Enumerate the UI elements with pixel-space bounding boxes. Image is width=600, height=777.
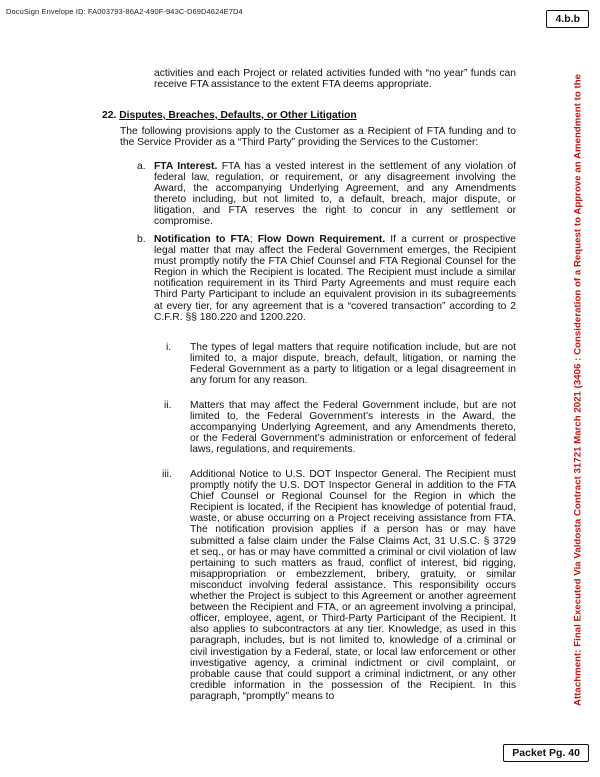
subitem-i-marker: i. xyxy=(166,342,172,353)
item-b-title: Notification to FTA xyxy=(154,234,250,245)
subitem-i-paragraph: The types of legal matters that require notification include, but are not limited to, a major dispute, breach, default, litigation, or naming the Federal Government as a party to litigation or a legal disagreement in any forum for any reason. xyxy=(190,342,516,387)
item-b-title-separator: ; xyxy=(249,234,258,245)
section-number: 22. xyxy=(102,110,117,121)
subitem-ii-paragraph: Matters that may affect the Federal Government include, but are not limited to, the Federal Government’s interests in the Award, the accompanying Underlying Agreement, and any Amendments thereto, or the Federal Government’s administration or enforcement of federal laws, regulations, and requirements. xyxy=(190,400,516,456)
item-b-marker: b. xyxy=(137,234,146,245)
packet-page-label: Packet Pg. 40 xyxy=(503,744,589,762)
subitem-iii-marker: iii. xyxy=(162,469,172,480)
item-b-paragraph xyxy=(154,234,516,323)
item-a-text: FTA has a vested interest in the settlement of any violation of federal law, regulation, or requirement, or any disagreement involving the Award, the accompanying Underlying Agreement, and any Amendments thereto including, but not limited to, a default, breach, major dispute, or litigation, and FTA reserves the right to concur in any settlement or compromise. xyxy=(154,161,516,228)
subitem-ii-marker: ii. xyxy=(164,400,172,411)
item-a-marker: a. xyxy=(137,161,146,172)
section-intro: The following provisions apply to the Customer as a Recipient of FTA funding and to the Service Provider as a “Third Party” providing the Services to the Customer: xyxy=(120,126,516,149)
item-a-title: FTA Interest. xyxy=(154,161,218,172)
subitem-iii-paragraph: Additional Notice to U.S. DOT Inspector General. The Recipient must promptly notify the U.S. DOT Inspector General in addition to the FTA Chief Counsel or Regional Counsel for the Region in which the Recipient is located, if the Recipient has knowledge of potential fraud, waste, or abuse occurring on a Project receiving assistance from FTA. The notification provision applies if a person has or may have submitted a false claim under the False Claims Act, 31 U.S.C. § 3729 et seq., or has or may have committed a criminal or civil violation of law pertaining to such matters as fraud, conflict of interest, bid rigging, misappropriation or embezzlement, bribery, gratuity, or similar misconduct involving federal assistance. This responsibility occurs whether the Project is subject to this Agreement or another agreement between the Recipient and FTA, or an agreement involving a principal, officer, employee, agent, or Third-Party Participant of the Recipient. It also applies to subcontractors at any tier. Knowledge, as used in this paragraph, includes, but is not limited to, knowledge of a criminal or civil investigation by a Federal, state, or local law enforcement or other investigative agency, a criminal indictment or civil complaint, or probable cause that could support a criminal indictment, or any other credible information in the possession of the Recipient. In this paragraph, “promptly” means to xyxy=(190,469,516,702)
item-a-paragraph xyxy=(154,161,516,228)
item-b-title-2: Flow Down Requirement. xyxy=(257,234,386,245)
section-tag: 4.b.b xyxy=(546,10,589,28)
item-b-text: If a current or prospective legal matter that may affect the Federal Government emerges, the Recipient must promptly notify the FTA Chief Counsel and FTA Regional Counsel for the Region in which the Recipient is located. The Recipient must include a similar notification requirement in its Third Party Agreements and must require each Third Party Participant to include an equivalent provision in its subagreements at every tier, for any agreement that is a “covered transaction” according to 2 C.F.R. §§ 180.220 and 1200.220. xyxy=(154,234,516,323)
section-title: Disputes, Breaches, Defaults, or Other Litigation xyxy=(119,110,357,121)
docusign-envelope-id: DocuSign Envelope ID: FA003793-86A2-490F-943C-D69D4624E7D4 xyxy=(6,7,243,16)
attachment-side-text: Attachment: Final Executed Via Valdosta Contract 31721 March 2021 (3406 : Consideration of a Request to Approve an Amendment to the xyxy=(572,73,584,707)
section-heading xyxy=(102,110,357,121)
carryover-paragraph: activities and each Project or related activities funded with “no year” funds can receive FTA assistance to the extent FTA deems appropriate. xyxy=(154,68,516,91)
